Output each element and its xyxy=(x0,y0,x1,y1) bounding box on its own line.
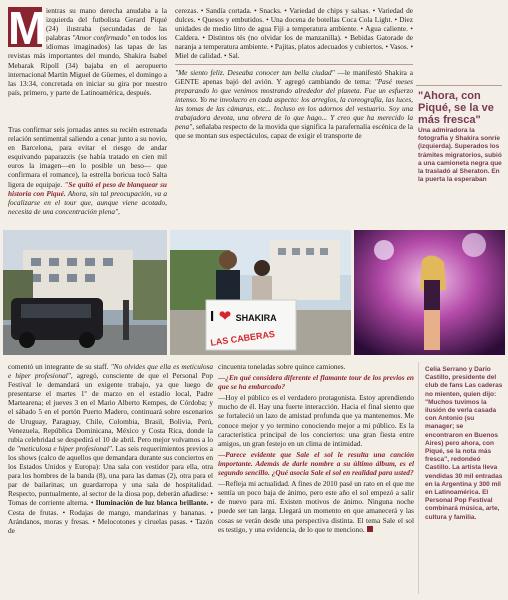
interview-text-1: —le manifestó Shakira a GENTE apenas bajó del avión. Y agregó cambiando de tema: xyxy=(175,67,413,86)
intro-column xyxy=(8,6,167,120)
arrival-quote-2: Ahora, sin tal preocupación, va a focalizarse en el tour que, aunque viene acotado, necesita de una concentración plena", xyxy=(8,188,167,216)
tour-quote-1: "No olvides que ella es meticulosa e híper profesional" xyxy=(8,362,213,381)
pull-caption: Una admiradora la fotografía y Shakira sonríe (izquierda). Superados los trámites migratorios, subió a una camioneta negra que la trasladó al Sheraton. En la puerta la esperaban xyxy=(418,127,502,184)
paragraph-arrival xyxy=(8,125,167,216)
body-column-2-bottom xyxy=(218,362,414,598)
body-column-2 xyxy=(175,6,413,230)
banner-letter: I xyxy=(210,308,215,325)
body-column-1-bottom xyxy=(8,362,213,598)
qa-question-2: —Parece evidente que Sale el sol le resulta una canción importante. Además de darle nombre a su último álbum, es el segundo sencillo. ¿Qué asocia Sale el sol en realidad para usted? xyxy=(218,449,414,478)
tour-text-1: , agregó, consciente de que el Personal Pop Festival le demandará un exigente trabajo, ya que luego de presentarse el martes 1º de marzo en el estadio local, Padre Martearena; el jueves 3 en el Mario Alberto Kempes, de Córdoba; y el sábado 5 en el portón Puerto Madero, continuará sobre escenarios de Uruguay, Paraguay, Chile, Colombia, Brasil, Bolivia, Perú, Venezuela, República Dominicana, México y Costa Rica, donde la rubia celebridad se despedirá el 10 de abril. Pero mejor volvamos a lo de xyxy=(8,371,213,453)
tour-text-2: . Las seis requerimientos previos a los shows (calco de aquellos que demandara durante sus conciertos en los Estados Unidos y Europa): Una sala con vestidor para ella, otra para los hombres de la banda (8), una para las damas (2), otra para el par de bailarinas; un guardarropa y una sala de hospitalidad. Respecto, puntualmente, al sector de la diosa pop, deberán añadirse: • Tomas de corriente alterna. • xyxy=(8,443,213,508)
concert-illustration xyxy=(354,230,505,355)
arrival-quote: "Se quitó el peso de blanquear su historia con Piqué. xyxy=(8,179,167,198)
paragraph-tour xyxy=(8,362,213,535)
interview-quote-1: "Me siento feliz. Deseaba conocer tan bella ciudad" xyxy=(175,67,335,77)
arrival-text: Tras confirmar seis jornadas antes su recién estrenada relación sentimental saliendo a cenar junto a su novio, en Barcelona, para evitar el riesgo de andar esquivando paparazzis (se había tratado en cien mil euros la imagen—en lo posible un beso— que confirmara el romance), la estrella boricua tocó Salta ligera de equipaje. xyxy=(8,125,167,189)
photo-concert xyxy=(354,230,505,355)
pull-quote-title: "Ahora, con Piqué, se la ve más fresca" xyxy=(418,90,494,126)
qa-intro: cincuenta toneladas sobre quince camiones. xyxy=(218,362,346,371)
body-column-1-part-2 xyxy=(8,125,167,225)
photo-fans-banner xyxy=(170,230,351,355)
end-mark-icon xyxy=(367,526,373,532)
qa-question-1: —¿En qué considera diferente el flamante tour de los previos en que se ha embarcado? xyxy=(218,373,414,392)
banner-subtext: LAS CABERAS xyxy=(209,328,276,348)
qa-answer-2-text: —Refleja mi actualidad. A fines de 2010 pasé un rato en el que me sentía un poco baja de ánimo, pero este año el sol empezó a salir de nuevo para mí. Existen motivos de ánimo. Ninguna noche puede ser tan larga. Llegará un momento en que amanecerá y las cosas se verán desde una perspectiva distinta. El tema Sale el sol es testigo, y una evidencia, de lo que te menciono. xyxy=(218,479,414,534)
column-divider xyxy=(175,64,413,65)
tour-text-3: • Cesta de frutas. • Rodajas de mango, mandarinas y bananas. • Arándanos, moras y fresas. • Melocotones y ciruelas pasas. • Tazón de xyxy=(8,498,213,535)
intro-quote: "Amor confirmado" xyxy=(72,33,131,43)
heart-icon: ❤ xyxy=(218,308,232,325)
tour-quote-2: "meticulosa e híper profesional" xyxy=(16,443,112,453)
pull-quote-rule xyxy=(416,85,502,86)
interview-text-2: , señalaba respecto de la movida que significa la parafernalia escénica de la que se montan sus espectáculos, capaz de exigir el transporte de xyxy=(175,122,413,141)
drop-cap: M xyxy=(8,6,47,54)
car-street-illustration xyxy=(3,230,167,355)
rider-list: cerezas. • Sandía cortada. • Snacks. • Variedad de chips y salsas. • Variedad de dulces. • Quesos y embutidos. • Una docena de botellas Coca Cola Light. • Diez unidades de medio litro de agua Fiji a temperatura ambiente. • Agua caliente. • Caldera. • Distintos tés (no olvidar los de manzanilla). • Bebidas Gatorade de naranja a temperatura ambiente. • Pajitas, platos adecuados y cubiertos. • Vasos. • Miel de calidad. • Sal. xyxy=(175,6,413,61)
tour-text: comentó un integrante de su staff. xyxy=(8,362,111,371)
banner-name: SHAKIRA xyxy=(235,313,277,323)
photo-car-street xyxy=(3,230,167,355)
intro-text: ientras su mano derecha anudaba a la izquierda del futbolista Gerard Piqué (24) ilustraba (secundadas de las palabras xyxy=(46,6,167,43)
tour-bold-item: Iluminación de luz blanca brillante. xyxy=(95,498,209,508)
intro-text-2: en todos los idiomas imaginados) las tapas de las revistas más importantes del mundo, Shakira Isabel Mebarak Ripoll (34) bajaba en el aeropuerto internacional Martín Miguel de Güemes, el domingo a las 13:34, concretada en iniciar su gira por nuestro país, primero, y parte de Latinoamérica, después. xyxy=(8,33,167,97)
qa-answer-2 xyxy=(218,479,414,534)
intro-paragraph xyxy=(8,6,167,97)
caption-column-divider xyxy=(418,362,419,594)
interview-intro xyxy=(175,68,413,141)
fans-caption: Celia Serrano y Darío Castillo, presidente del club de fans Las caderas no mienten, quien dijo: "Muchos tuvimos la ilusión de verla casada con Antonio (su manager; se encontraron en Buenos Aires) pero ahora, con Piqué, se la nota más fresca", redondeó Castillo. La artista lleva vendidas 30 mil entradas en la Argentina y 300 mil en Latinoamérica. El Personal Pop Festival combinará música, arte, cultura y familia. xyxy=(425,366,503,521)
banner-text xyxy=(209,307,294,348)
interview-quote-2: "Pasé meses preparando lo que venimos mostrando alrededor del planeta. Fue un esfuerzo intenso. Yo me involucro en cada aspecto: los arreglos, la coreografía, las luces, las tomas de las cámaras, etc... Incluso en los adornos del vestuario. Soy una trabajadora devota, una obrera de lo que hago... Y creo que ha merecido la pena" xyxy=(175,76,413,132)
qa-answer-1: —Hoy el público es el verdadero protagonista. Estoy aprendiendo mucho de él. Hay una fuerte interacción. Hacia el final siento que se fortaleció un lazo de amistad profunda que ya mantenemos. Me conoce mejor y yo termino conociendo mejor a mi público. Es la característica principal de los conciertos: una gran fiesta entre amigos, un gran festejo en un clima de intimidad. xyxy=(218,393,414,448)
